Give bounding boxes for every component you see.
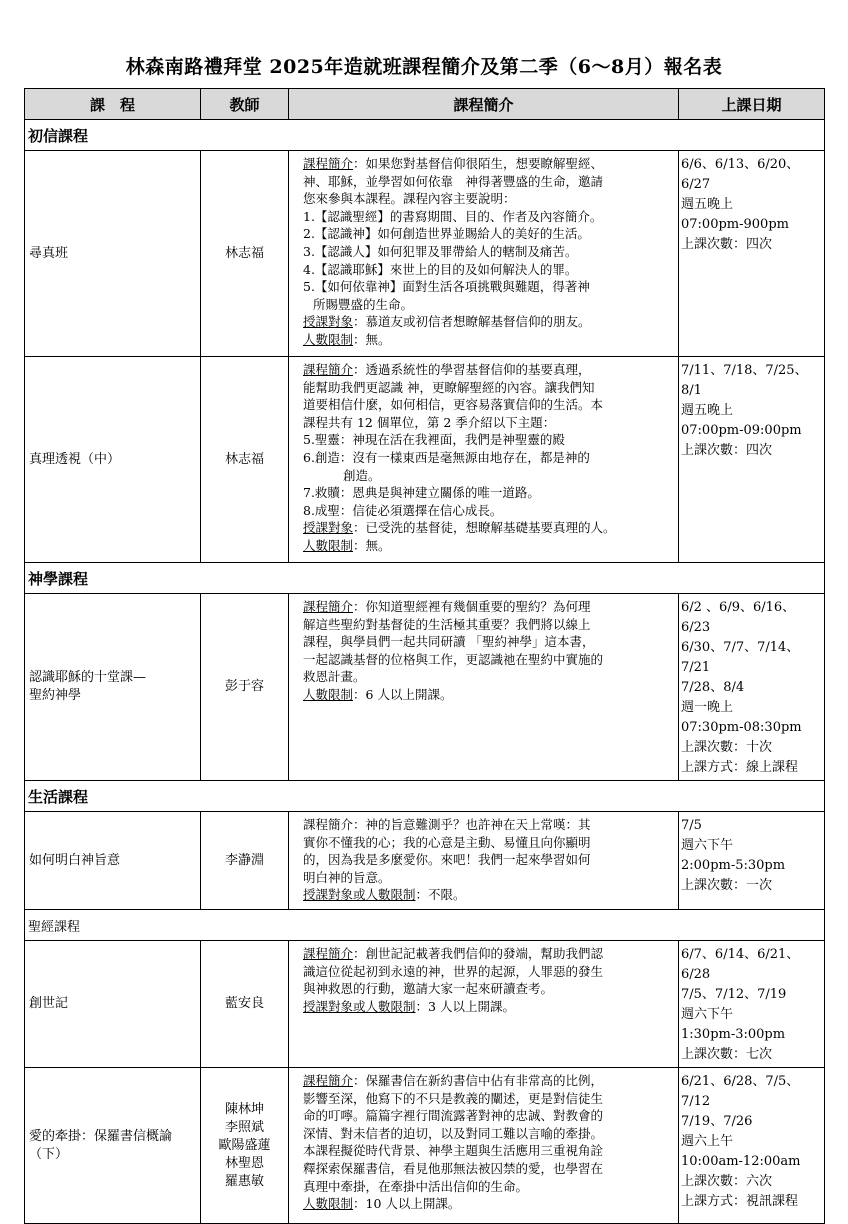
course-description: 課程簡介：創世記記載著我們信仰的發端，幫助我們認 識這位從起初到永遠的神，世界的起源，人罪惡的發生 與神救恩的行動，邀請大家一起來研讀查考。 授課對象或人數限制：3 人以上開課。 — [289, 941, 679, 1068]
course-name: 真理透視（中） — [25, 357, 201, 563]
table-row — [25, 151, 825, 357]
header-intro: 課程簡介 — [289, 89, 679, 120]
header-date: 上課日期 — [679, 89, 825, 120]
table-row — [25, 1068, 825, 1224]
label-intro: 課程簡介 — [303, 156, 354, 171]
course-description: 課程簡介：你知道聖經裡有幾個重要的聖約？為何理 解這些聖約對基督徒的生活極其重要？我們將以線上 課程，與學員們一起共同研讀 「聖約神學」這本書， 一起認識基督的位格與工作，更認識祂在聖約中實施的 救恩計畫。 人數限制：6 人以上開課。 — [289, 594, 679, 781]
section-title: 生活課程 — [25, 781, 825, 812]
section-title: 神學課程 — [25, 563, 825, 594]
section-title: 初信課程 — [25, 120, 825, 151]
section-title: 聖經課程 — [25, 910, 825, 941]
course-dates: 6/7、6/14、6/21、6/28 7/5、7/12、7/19 週六下午 1:30pm-3:00pm 上課次數：七次 — [679, 941, 825, 1068]
course-teacher: 李瀞淵 — [201, 812, 289, 910]
course-description: 課程簡介：保羅書信在新約書信中佔有非常高的比例， 影響至深，他寫下的不只是教義的闡述，更是對信徒生 命的叮嚀。篇篇字裡行間流露著對神的忠誠、對教會的 深情、對未信者的迫切，以及對同工難以言喻的牽掛。 本課程擬從時代背景、神學主題與生活應用三重視角詮 釋探索保羅書信，看見他那無法被囚禁的愛，也學習在 真理中牽掛，在牽掛中活出信仰的生命。 人數限制：10 人以上開課。 — [289, 1068, 679, 1224]
course-description: 課程簡介：如果您對基督信仰很陌生，想要瞭解聖經、 神、耶穌，並學習如何依靠 神得著豐盛的生命，邀請 您來參與本課程。課程內容主要說明： 1.【認識聖經】的書寫期間、目的、作者及內容簡介。 2.【認識神】如何創造世界並賜給人的美好的生活。 3.【認識人】如何犯罪及罪帶給人的轄制及痛苦。 4.【認識耶穌】來世上的目的及如何解決人的罪。 5.【如何依靠神】面對生活各項挑戰與難題，得著神 所賜豐盛的生命。 授課對象：慕道友或初信者想瞭解基督信仰的朋友。 人數限制：無。 — [289, 151, 679, 357]
course-dates: 6/21、6/28、7/5、7/12 7/19、7/26 週六上午 10:00am-12:00am 上課次數：六次 上課方式：視訊課程 — [679, 1068, 825, 1224]
course-name: 尋真班 — [25, 151, 201, 357]
section-row — [25, 120, 825, 151]
course-name: 認識耶穌的十堂課— 聖約神學 — [25, 594, 201, 781]
section-row — [25, 910, 825, 941]
course-name: 如何明白神旨意 — [25, 812, 201, 910]
course-dates: 6/2 、6/9、6/16、6/23 6/30、7/7、7/14、7/21 7/28、8/4 週一晚上 07:30pm-08:30pm 上課次數：十次 上課方式：線上課程 — [679, 594, 825, 781]
label-target: 授課對象 — [303, 314, 354, 330]
course-name: 創世記 — [25, 941, 201, 1068]
course-name: 愛的牽掛：保羅書信概論 （下） — [25, 1068, 201, 1224]
course-table — [24, 88, 825, 1224]
course-teacher: 彭于容 — [201, 594, 289, 781]
table-row — [25, 357, 825, 563]
header-teacher: 教師 — [201, 89, 289, 120]
course-description: 課程簡介：神的旨意難測乎？也許神在天上常嘆：其 實你不懂我的心；我的心意是主動、易懂且向你顯明 的，因為我是多麼愛你。來吧！我們一起來學習如何 明白神的旨意。 授課對象或人數限制：不限。 — [289, 812, 679, 910]
label-limit: 人數限制 — [303, 331, 354, 347]
section-row — [25, 781, 825, 812]
section-row — [25, 563, 825, 594]
header-course: 課 程 — [25, 89, 201, 120]
table-row — [25, 812, 825, 910]
course-dates: 7/11、7/18、7/25、8/1 週五晚上 07:00pm-09:00pm 上課次數：四次 — [679, 357, 825, 563]
course-description: 課程簡介：透過系統性的學習基督信仰的基要真理， 能幫助我們更認識 神，更瞭解聖經的內容。讓我們知 道要相信什麼，如何相信，更容易落實信仰的生活。本 課程共有 12 個單位，第 2 季介紹以下主題： 5.聖靈：神現在活在我裡面，我們是神聖靈的殿 6.創造：沒有一樣東西是毫無源由地存在，都是神的 創造。 7.救贖：恩典是與神建立關係的唯一道路。 8.成聖：信徒必須選擇在信心成長。 授課對象：已受洗的基督徒，想瞭解基礎基要真理的人。 人數限制：無。 — [289, 357, 679, 563]
course-teacher: 藍安良 — [201, 941, 289, 1068]
page-title: 林森南路禮拜堂 2025年造就班課程簡介及第二季（6～8月）報名表 — [125, 56, 723, 78]
course-teacher: 林志福 — [201, 357, 289, 563]
table-row — [25, 941, 825, 1068]
course-teacher: 陳林坤 李照斌 歐陽盛蓮 林聖恩 羅惠敏 — [201, 1068, 289, 1224]
table-header-row — [25, 89, 825, 120]
table-row — [25, 594, 825, 781]
course-dates: 6/6、6/13、6/20、6/27 週五晚上 07:00pm-900pm 上課次數：四次 — [679, 151, 825, 357]
course-teacher: 林志福 — [201, 151, 289, 357]
course-dates: 7/5 週六下午 2:00pm-5:30pm 上課次數：一次 — [679, 812, 825, 910]
